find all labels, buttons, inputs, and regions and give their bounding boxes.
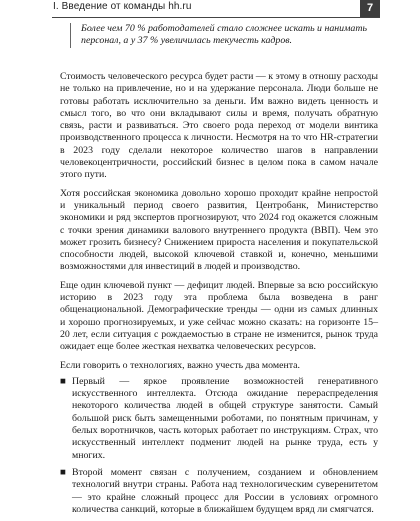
running-header <box>52 0 380 18</box>
square-bullet-icon: ■ <box>60 466 66 478</box>
square-bullet-icon: ■ <box>60 375 66 387</box>
list-item <box>60 467 378 516</box>
body-text <box>60 71 378 521</box>
list-item-text: Второй момент связан с получением, созданием и обновлением технологий внутри страны. Работа над технологическим суверенитетом — это крайне сложный процесс для России в условиях огромного количества санкций, которые в ближайшем будущем вряд ли смягчатся. <box>72 466 378 515</box>
lead-sentence: Если говорить о технологиях, важно учесть два момента. <box>60 359 300 371</box>
paragraph: Хотя российская экономика довольно хорошо проходит крайне непростой и уникальный период своего развития, Центробанк, Министерство экономики и ряд экспертов прогнозируют, что 2024 год окажется сложным с точки зрения динамики валового внутреннего продукта (ВВП). Чем это может грозить бизнесу? Снижением прироста населения и покупательской способности людей, высокой ключевой ставкой и, конечно, меньшими возможностями для инвестиций в людей и производство. <box>60 187 378 273</box>
list-item-text: Первый — яркое проявление возможностей генеративного искусственного интеллекта. Отсюда ожидание перераспределения некоторого количества людей в общей структуре занятости. Самый большой риск быть замещенными роботами, по понятным причинам, у белых воротничков, часть которых работает по инструкциям. Страх, что искусственный интеллект подменит людей на рынке труда, есть у многих. <box>72 375 378 461</box>
chapter-title: I. Введение от команды hh.ru <box>53 1 192 12</box>
paragraph: Стоимость человеческого ресурса будет расти — к этому в отношу расходы не только на привлечение, но и на удержание персонала. Люди больше не готовы работать исключительно за деньги. Им важно видеть ценность и смысл того, во что они вкладывают силы и время, получать обратную связь, расти и развиваться. Это своего рода переход от модели винтика производственного процесса к личности. Несмотря на то что HR-стратегии в 2023 году сделали некоторое количество шагов в направлении человекоцентричности, российский бизнес в целом пока в самом начале этого пути. <box>60 71 378 181</box>
page-number: 7 <box>360 0 380 17</box>
pull-quote: Более чем 70 % работодателей стало сложнее искать и нанимать персонал, а у 37 % увеличилась текучесть кадров. <box>70 23 387 48</box>
bullet-list <box>60 376 378 516</box>
paragraph: Еще один ключевой пункт — дефицит людей. Впервые за всю российскую историю в 2023 году эта проблема была возведена в ранг общенациональной. Демографические тренды — одни из самых длинных и хорошо прогнозируемых, и уже сейчас можно сказать: на горизонте 15–20 лет, если ситуация с рождаемостью в стране не изменится, рынок труда ожидает еще более жесткая нехватка человеческих ресурсов. <box>60 279 378 353</box>
list-item <box>60 376 378 462</box>
